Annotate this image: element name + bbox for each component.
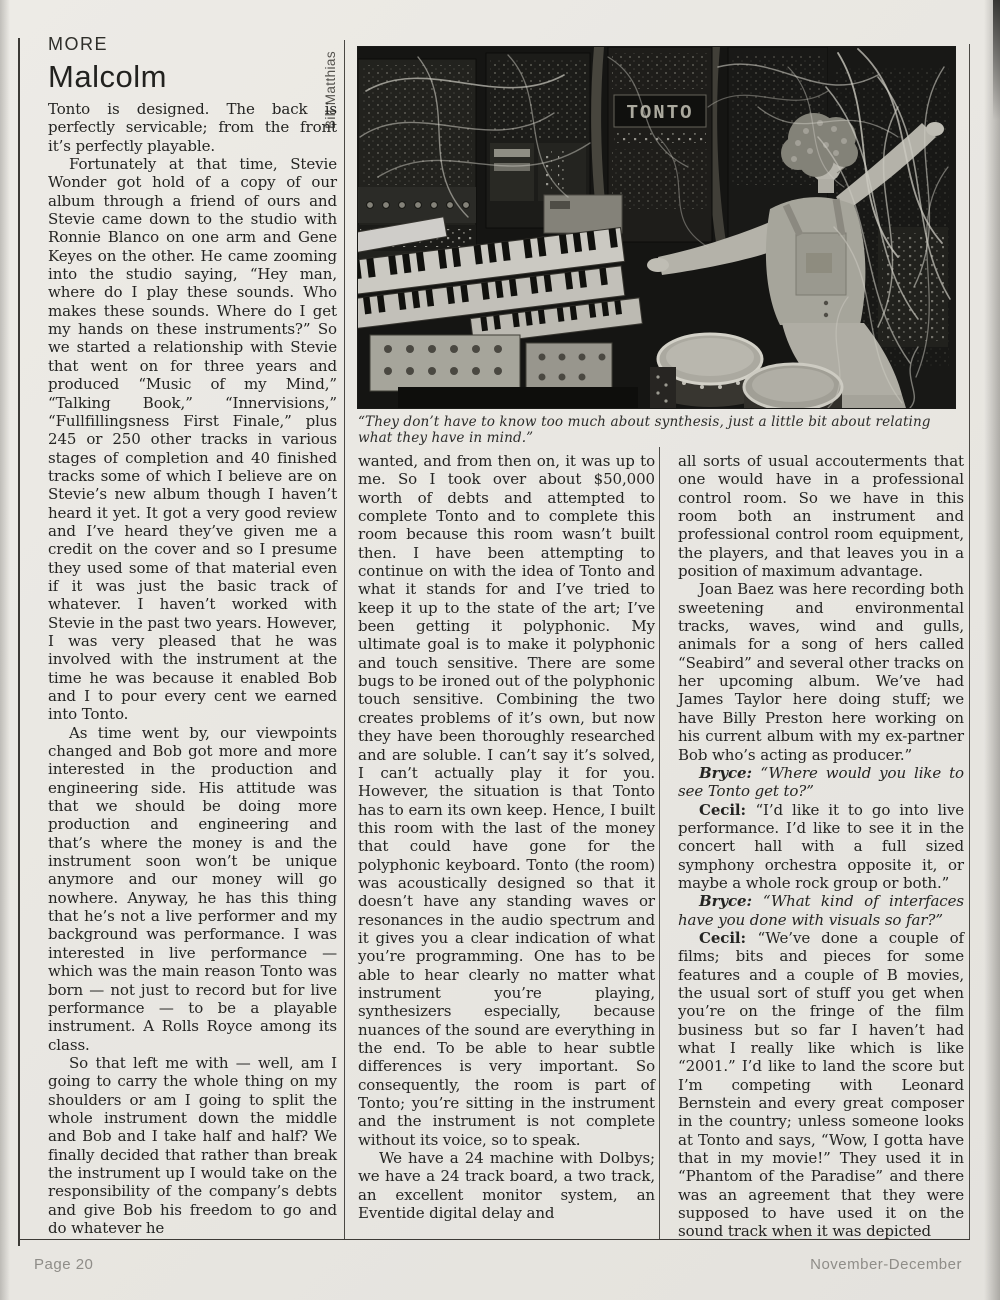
column-divider-1	[344, 40, 345, 1240]
paragraph: Cecil: “I’d like it to go into live performance. I’d like to see it in the concert hall with a full sized symphony orchestra opposite it, or maybe a whole rock group or both.”	[678, 800, 964, 892]
speaker-label: Bryce:	[699, 763, 761, 782]
paragraph: Joan Baez was here recording both sweetening and environmental tracks, waves, wind and gulls, animals for a song of hers called “Seabird” and several other tracks on her upcoming album. We’ve had James Taylor here doing stuff; we have Billy Preston here working on his current album with my ex-partner Bob who’s acting as producer.”	[678, 580, 964, 764]
right-page-rule	[969, 44, 970, 1240]
photo-illustration	[358, 47, 955, 408]
paragraph: Bryce: “What kind of interfaces have you done with visuals so far?”	[678, 892, 964, 929]
tonto-sign: TONTO	[626, 102, 694, 124]
article-column-middle	[358, 452, 655, 1222]
speaker-label: Cecil:	[699, 800, 756, 819]
kicker: MORE	[48, 34, 108, 54]
page-number: Page 20	[34, 1256, 94, 1273]
speaker-label: Cecil:	[699, 928, 758, 947]
page-title: Malcolm	[48, 59, 167, 94]
photo-caption: “They don’t have to know too much about synthesis, just a little bit about relating what they have in mind.”	[358, 414, 931, 446]
paragraph: So that left me with — well, am I going to carry the whole thing on my shoulders or am I going to split the whole instrument down the middle and Bob and I take half and half? We finally decided that rather than break the instrument up I would take on the responsibility of the company’s debts and give Bob his freedom to go and do whatever he	[48, 1053, 337, 1237]
paragraph: all sorts of usual accouterments that one would have in a professional control room. So we have in this room both an instrument and professional control room equipment, the players, and that leaves you in a position of maximum advantage.	[678, 452, 964, 581]
paragraph: Fortunately at that time, Stevie Wonder got hold of a copy of our album through a friend of ours and Stevie came down to the studio with Ronnie Blanco on one arm and Gene Keyes on the other. He came zooming into the studio saying, “Hey man, where do I play these sounds. Who makes these sounds. Where do I get my hands on these instruments?” So we started a relationship with Stevie that went on for three years and produced “Music of my Mind,” “Talking Book,” “Innervisions,” “Fullfillingsness First Finale,” plus 245 or 250 other tracks in various stages of completion and 40 finished tracks some of which I believe are on Stevie’s new album though I haven’t heard it yet. It got a very good review and I’ve heard they’ve given me a credit on the cover and so I presume they used some of that material even if it was just the basic track of whatever. I haven’t worked with Stevie in the past two years. However, I was very pleased that he was involved with the instrument at the time he was because it enabled Bob and I to pour every cent we earned into Tonto.	[48, 155, 337, 724]
photo-tonto-studio	[358, 47, 955, 408]
column-divider-2	[659, 447, 660, 1240]
paragraph: Bryce: “Where would you like to see Tonto get to?”	[678, 763, 964, 801]
speaker-label: Bryce:	[699, 892, 763, 911]
article-column-right	[678, 452, 964, 1241]
photo-credit: Bill Matthias	[323, 51, 338, 129]
issue-label: November-December	[810, 1256, 962, 1273]
scan-edge-dark	[993, 0, 1000, 120]
paragraph: Tonto is designed. The back is perfectly servicable; from the front it’s perfectly playable.	[48, 100, 337, 155]
paragraph: Cecil: “We’ve done a couple of films; bits and pieces for some features and a couple of B movies, the usual sort of stuff you get when you’re on the fringe of the film business but so far I haven’t had what I really like which is like “2001.” I’d like to land the score but I’m competing with Leonard Bernstein and every great composer in the country; unless someone looks at Tonto and says, “Wow, I gotta have that in my movie!” They used it in “Phantom of the Paradise” and there was an agreement that they were supposed to have used it on the sound track when it was depicted	[678, 928, 964, 1241]
paragraph: wanted, and from then on, it was up to me. So I took over about $50,000 worth of debts and attempted to complete Tonto and to complete this room because this room wasn’t built then. I have been attempting to continue on with the idea of Tonto and what it stands for and I’ve tried to keep it up to the state of the art; I’ve been getting it polyphonic. My ultimate goal is to make it polyphonic and touch sensitive. There are some bugs to be ironed out of the polyphonic touch sensitive. Combining the two creates problems of it’s own, but now they have been thoroughly researched and are soluble. I can’t say it’s solved, I can’t actually play it for you. However, the situation is that Tonto has to earn its own keep. Hence, I built this room with the last of the money that could have gone for the polyphonic keyboard. Tonto (the room) was acoustically designed so that it doesn’t have any standing waves or resonances in the audio spectrum and it gives you a clear indication of what you’re programming. One has to be able to hear clearly no matter what instrument you’re playing, synthesizers especially, because nuances of the sound are everything in the end. To be able to hear subtle differences is very important. So consequently, the room is part of Tonto; you’re sitting in the instrument and the instrument is not complete without its voice, so to speak.	[358, 452, 655, 1149]
masthead	[48, 34, 167, 95]
left-page-rule	[18, 38, 20, 1246]
page-edge-shadow-left	[0, 0, 10, 1300]
paragraph: We have a 24 machine with Dolbys; we have a 24 track board, a two track, an excellent monitor system, an Eventide digital delay and	[358, 1149, 655, 1223]
article-column-left	[48, 100, 337, 1237]
page-edge-shadow-right	[984, 0, 1000, 1300]
paragraph: As time went by, our viewpoints changed and Bob got more and more interested in the production and engineering side. His attitude was that we should be doing more production and engineering and that’s where the money is and the instrument soon won’t be unique anymore and our money will go nowhere. Anyway, he has this thing that he’s not a live performer and my background was performance. I was interested in live performance — which was the main reason Tonto was born — not just to record but for live performance — to be a playable instrument. A Rolls Royce among its class.	[48, 723, 337, 1054]
